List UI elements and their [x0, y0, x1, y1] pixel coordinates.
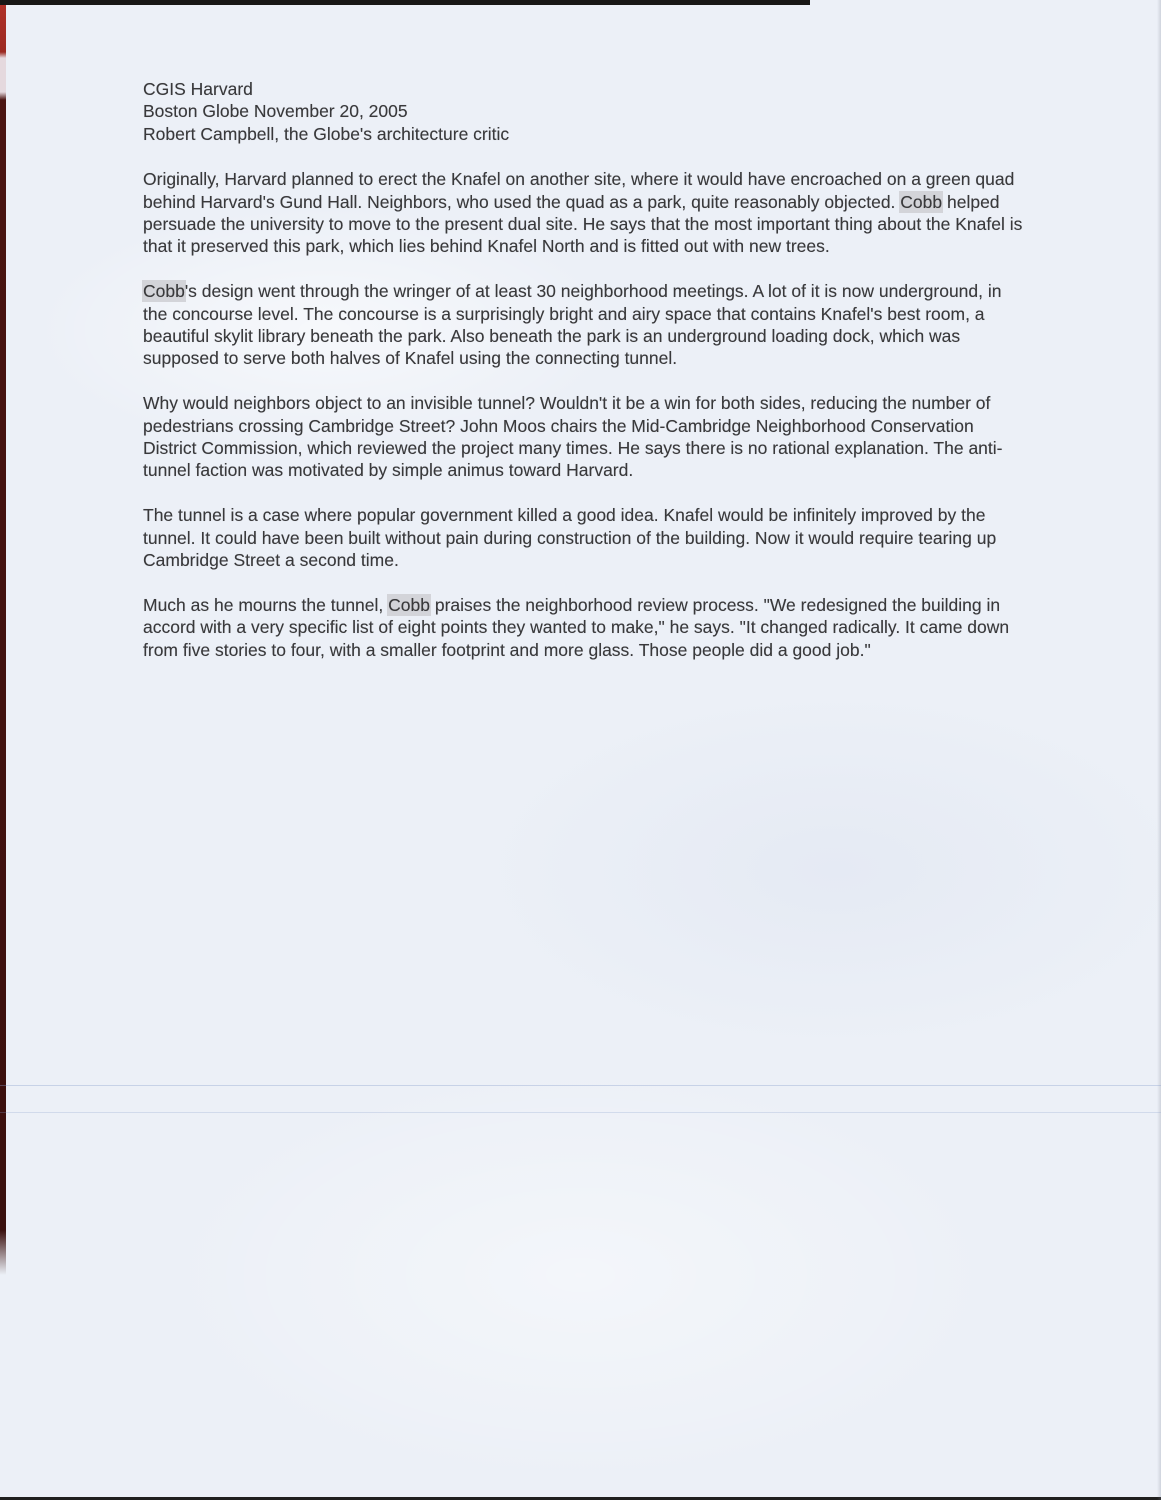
scanner-edge-bar-top [0, 0, 810, 5]
text-segment: Originally, Harvard planned to erect the Knafel on another site, where it would have encroached on a green quad behind Harvard's Gund Hall. Neighbors, who used the quad as a park, quite reasonably objected. [143, 169, 1015, 212]
document-text-block [143, 78, 1029, 683]
paragraph [143, 594, 1029, 661]
scan-artifact-line [0, 1112, 1161, 1113]
scan-artifact-line [0, 1085, 1161, 1086]
text-segment: Why would neighbors object to an invisible tunnel? Wouldn't it be a win for both sides, reducing the number of pedestrians crossing Cambridge Street? John Moos chairs the Mid-Cambridge Neighborhood Conservation District Commission, which reviewed the project many times. He says there is no rational explanation. The anti-tunnel faction was motivated by simple animus toward Harvard. [143, 393, 1003, 481]
highlighted-term: Cobb [900, 191, 943, 212]
paragraph [143, 392, 1029, 482]
header-line-author: Robert Campbell, the Globe's architecture critic [143, 123, 510, 144]
text-segment: Much as he mourns the tunnel, [143, 594, 389, 615]
highlighted-term: Cobb [388, 594, 430, 615]
document-header [143, 78, 1029, 145]
header-line-title: CGIS Harvard [143, 79, 253, 99]
highlighted-term: Cobb [143, 281, 185, 302]
text-segment: helped persuade the university to move to the present dual site. He says that the most important thing about the Knafel is that it preserved this park, which lies behind Knafel North and is fitted out with new trees. [143, 191, 1023, 257]
scanner-edge-stripe-left [0, 0, 6, 1275]
article-body [143, 168, 1029, 661]
paragraph [143, 280, 1029, 370]
text-segment: 's design went through the wringer of at least 30 neighborhood meetings. A lot of it is now underground, in the concourse level. The concourse is a surprisingly bright and airy space that contains Knafel's best room, a beautiful skylit library beneath the park. Also beneath the park is an underground loading dock, which was supposed to serve both halves of Knafel using the connecting tunnel. [143, 281, 1002, 369]
header-line-source-date: Boston Globe November 20, 2005 [143, 101, 408, 122]
paragraph [143, 504, 1029, 571]
text-segment: The tunnel is a case where popular government killed a good idea. Knafel would be infinitely improved by the tunnel. It could have been built without pain during construction of the building. Now it would require tearing up Cambridge Street a second time. [143, 505, 997, 571]
scanner-edge-shade-right [1157, 0, 1161, 1500]
text-segment: praises the neighborhood review process. "We redesigned the building in accord with a very specific list of eight points they wanted to make," he says. "It changed radically. It came down from five stories to four, with a smaller footprint and more glass. Those people did a good job." [143, 594, 1010, 660]
paragraph [143, 168, 1029, 258]
